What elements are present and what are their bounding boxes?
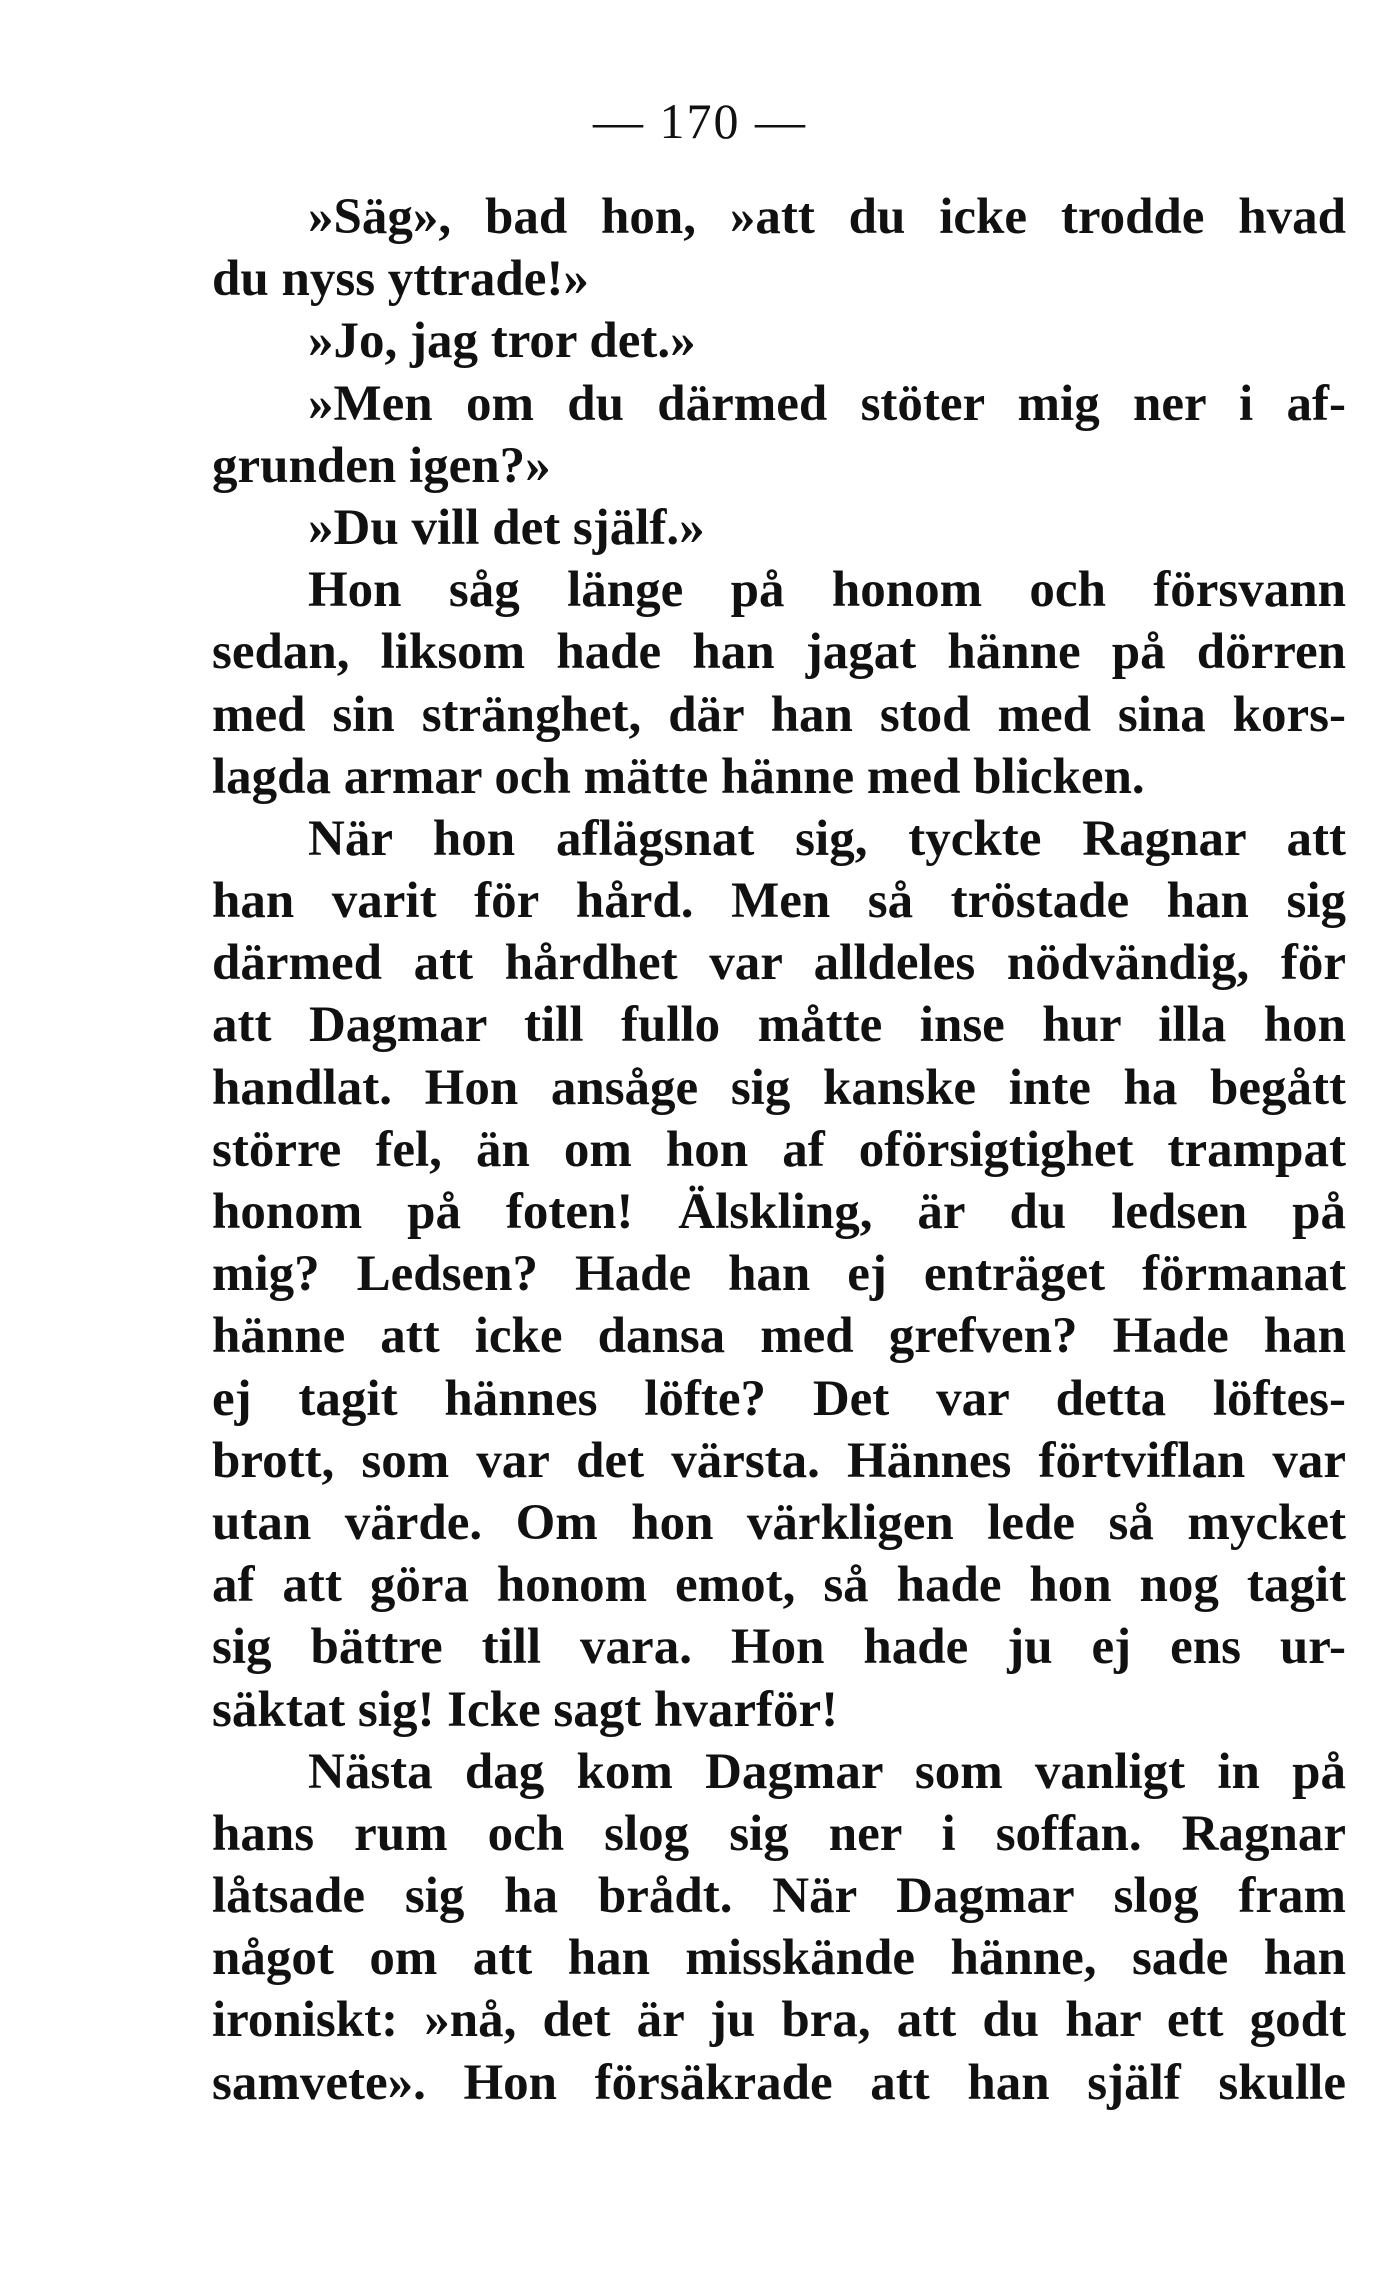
- text-line: Nästa dag kom Dagmar som vanligt in på: [308, 1743, 1346, 1800]
- text-line: du nyss yttrade!»: [212, 251, 589, 308]
- text-line: han varit för hård. Men så tröstade han sig: [212, 873, 1346, 930]
- body-text: [212, 186, 1346, 2114]
- page-number: — 170 —: [593, 93, 807, 149]
- text-line: honom på foten! Älskling, är du ledsen på: [212, 1184, 1346, 1240]
- text-line: ej tagit hännes löfte? Det var detta löftes-: [212, 1370, 1346, 1427]
- text-line: låtsade sig ha brådt. När Dagmar slog fram: [212, 1868, 1346, 1925]
- text-line: hans rum och slog sig ner i soffan. Ragnar: [212, 1805, 1346, 1862]
- text-line: något om att han misskände hänne, sade han: [212, 1930, 1346, 1987]
- text-line: därmed att hårdhet var alldeles nödvändig, för: [212, 935, 1346, 992]
- text-line: »Säg», bad hon, »att du icke trodde hvad: [308, 189, 1346, 245]
- text-line: utan värde. Om hon värkligen lede så mycket: [212, 1494, 1346, 1551]
- text-line: brott, som var det värsta. Hännes förtviflan var: [212, 1432, 1346, 1489]
- text-line: säktat sig! Icke sagt hvarför!: [212, 1681, 839, 1738]
- text-line: handlat. Hon ansåge sig kanske inte ha begått: [212, 1059, 1346, 1116]
- text-line: sedan, liksom hade han jagat hänne på dörren: [212, 624, 1346, 681]
- text-line: »Jo, jag tror det.»: [308, 313, 696, 370]
- text-line: af att göra honom emot, så hade hon nog tagit: [212, 1557, 1346, 1614]
- text-line: sig bättre till vara. Hon hade ju ej ens ur-: [212, 1619, 1346, 1676]
- text-line: »Du vill det själf.»: [308, 499, 705, 556]
- text-line: »Men om du därmed stöter mig ner i af-: [308, 375, 1346, 432]
- text-line: grunden igen?»: [212, 437, 551, 494]
- text-line: lagda armar och mätte hänne med blicken.: [212, 748, 1145, 805]
- text-line: att Dagmar till fullo måtte inse hur illa hon: [212, 997, 1346, 1054]
- text-line: Hon såg länge på honom och försvann: [308, 562, 1346, 619]
- text-line: mig? Ledsen? Hade han ej enträget förmanat: [212, 1246, 1346, 1303]
- text-line: med sin stränghet, där han stod med sina kors-: [212, 686, 1346, 743]
- text-line: hänne att icke dansa med grefven? Hade han: [212, 1308, 1346, 1365]
- text-line: större fel, än om hon af oförsigtighet trampat: [212, 1121, 1346, 1178]
- text-line: samvete». Hon försäkrade att han själf skulle: [212, 2054, 1346, 2111]
- text-line: När hon aflägsnat sig, tyckte Ragnar att: [308, 810, 1346, 867]
- text-line: ironiskt: »nå, det är ju bra, att du har ett godt: [212, 1992, 1346, 2049]
